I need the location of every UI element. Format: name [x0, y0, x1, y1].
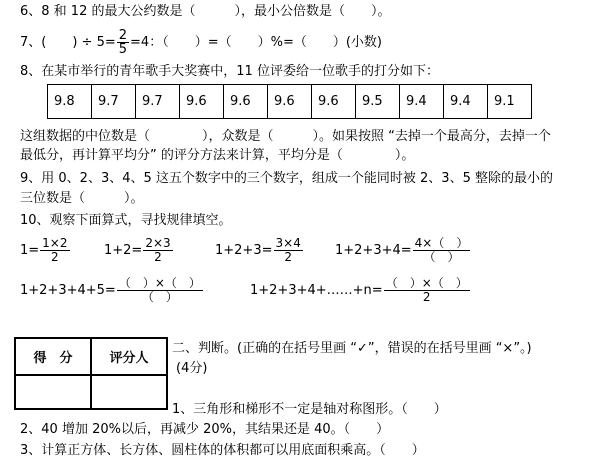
question-8-line1: 这组数据的中位数是（ ），众数是（ ）。如果按照 “去掉一个最高分，去掉一个 [20, 129, 551, 144]
equation-4-numerator: 4×（ ） [414, 236, 469, 250]
q7-suffix: =4：（ ）=（ ）%=（ ）(小数) [130, 35, 382, 50]
equation-2-denominator: 2 [154, 250, 162, 264]
judgment-item-3: 3、计算正方体、长方体、圆柱体的体积都可以用底面积乘高。（ ） [20, 443, 425, 458]
equation-5-numerator: （ ）×（ ） [118, 276, 201, 290]
judgment-item-2: 2、40 增加 20%以后，再减少 20%，其结果还是 40。（ ） [20, 422, 390, 437]
section-2-title: 二、判断。(正确的在括号里画 “✓”，错误的在括号里画 “×”。) [172, 341, 532, 356]
question-7 [20, 28, 382, 58]
equation-3-denominator: 2 [284, 250, 292, 264]
grade-grader-header: 评分人 [91, 338, 167, 375]
equation-6-denominator: 2 [422, 290, 431, 304]
score-row [48, 85, 532, 119]
question-8-line2: 最低分，再计算平均分” 的评分方法来计算，平均分是（ ）。 [20, 148, 415, 163]
equation-5-denominator: （ ） [141, 290, 178, 304]
equation-6 [250, 277, 471, 304]
question-10-intro: 10、观察下面算式，寻找规律填空。 [20, 213, 232, 228]
equation-6-lhs: 1+2+3+4+……+n= [250, 283, 383, 298]
score-cell: 9.4 [400, 85, 444, 119]
question-8-intro: 8、在某市举行的青年歌手大奖赛中，11 位评委给一位歌手的打分如下： [20, 64, 439, 79]
equation-3-lhs: 1+2+3= [215, 243, 273, 258]
score-cell: 9.7 [136, 85, 180, 119]
grade-score-cell[interactable] [15, 375, 91, 409]
equation-1-lhs: 1= [20, 243, 40, 258]
score-cell: 9.6 [312, 85, 356, 119]
grade-score-header: 得 分 [15, 338, 91, 375]
question-6: 6、8 和 12 的最大公约数是（ ），最小公倍数是（ ）。 [20, 4, 391, 19]
question-9-line2: 三位数是（ ）。 [20, 191, 144, 206]
score-table [47, 84, 532, 119]
equation-2-numerator: 2×3 [145, 236, 171, 250]
q7-numerator: 2 [118, 28, 128, 43]
judgment-item-1: 1、三角形和梯形不一定是轴对称图形。（ ） [172, 402, 447, 417]
score-cell: 9.4 [444, 85, 488, 119]
grade-grader-cell[interactable] [91, 375, 167, 409]
equation-6-numerator: （ ）×（ ） [385, 276, 468, 290]
score-cell: 9.8 [48, 85, 92, 119]
equation-4-lhs: 1+2+3+4= [335, 243, 412, 258]
equation-5 [20, 277, 204, 304]
score-cell: 9.6 [268, 85, 312, 119]
equation-4-denominator: （ ） [423, 250, 460, 264]
equation-3-numerator: 3×4 [275, 236, 301, 250]
score-cell: 9.7 [92, 85, 136, 119]
equation-1 [20, 237, 71, 264]
equation-3 [215, 237, 304, 264]
score-cell: 9.6 [224, 85, 268, 119]
equation-1-denominator: 2 [51, 250, 59, 264]
equation-2-lhs: 1+2= [104, 243, 143, 258]
score-cell: 9.5 [356, 85, 400, 119]
section-2-points: (4分) [176, 361, 208, 376]
equation-5-lhs: 1+2+3+4+5= [20, 283, 116, 298]
q7-fraction [117, 29, 129, 56]
q7-prefix: 7、( ) ÷ 5= [20, 35, 116, 50]
equation-1-numerator: 1×2 [42, 236, 68, 250]
question-9-line1: 9、用 0、2、3、4、5 这五个数字中的三个数字，组成一个能同时被 2、3、5 整除的最小的 [20, 171, 553, 186]
equation-4 [335, 237, 471, 264]
score-cell: 9.1 [488, 85, 532, 119]
score-cell: 9.6 [180, 85, 224, 119]
q7-denominator: 5 [118, 42, 128, 57]
grade-table [14, 337, 168, 410]
equation-2 [104, 237, 174, 264]
